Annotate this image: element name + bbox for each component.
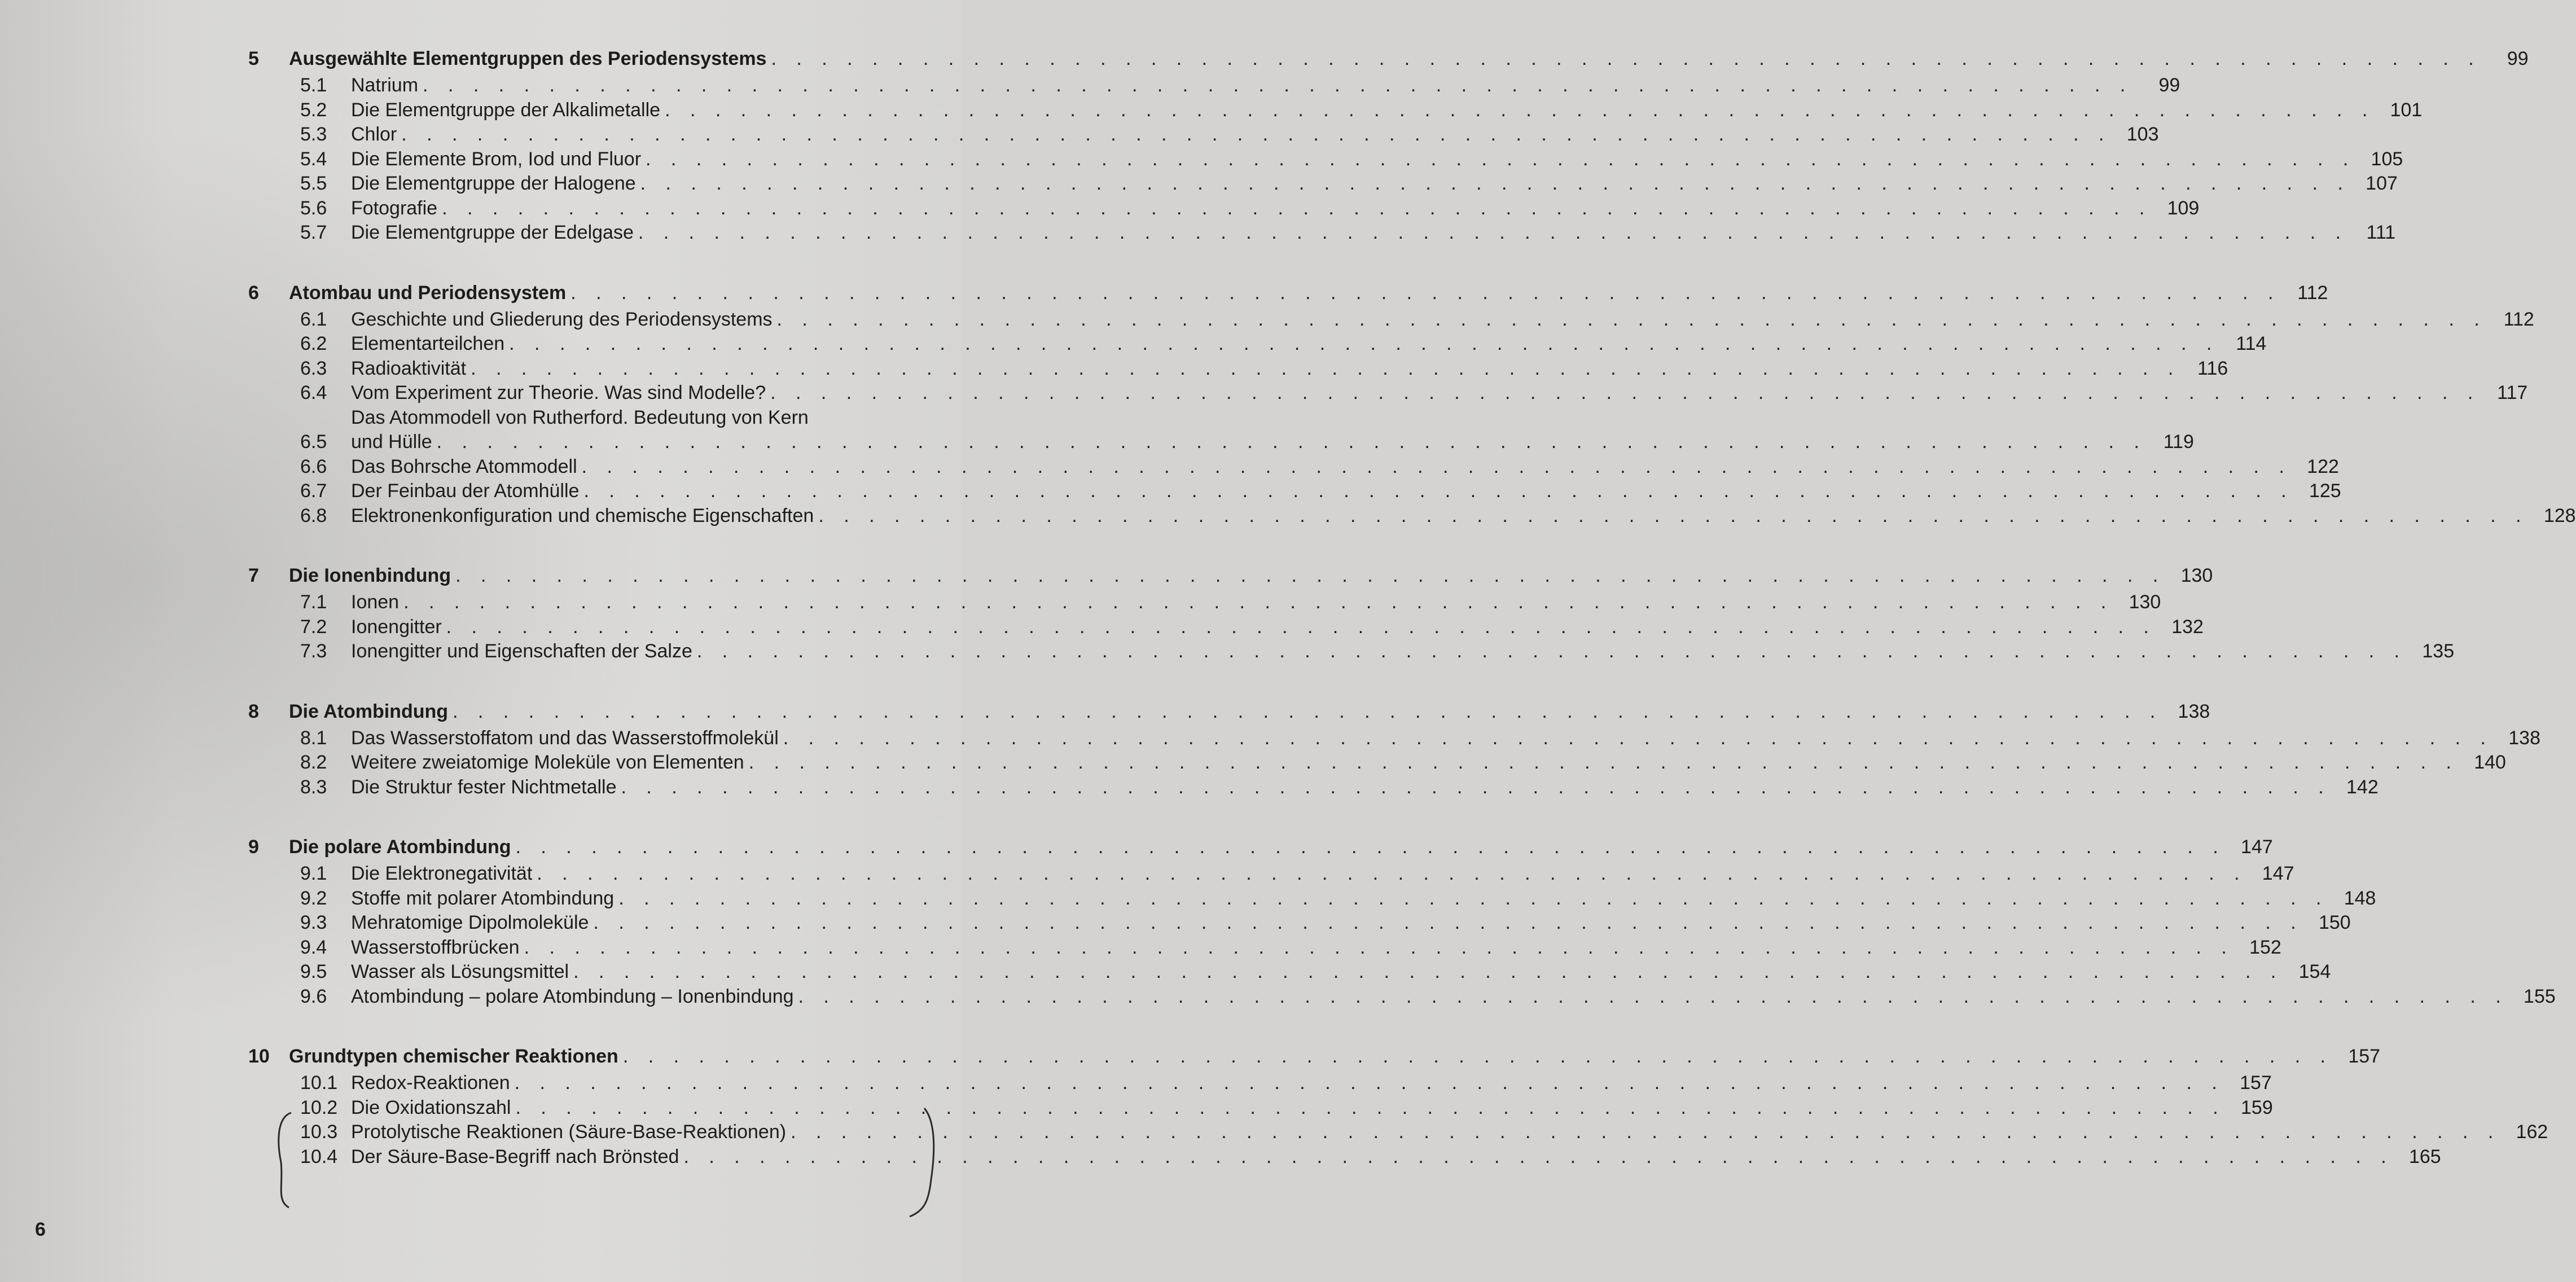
section-page-number: 112 [2503, 308, 2534, 330]
toc-entry [248, 1096, 2273, 1121]
section-number: 9.3 [300, 912, 327, 933]
section-title: Radioaktivität [351, 357, 467, 379]
toc-entry [248, 122, 2159, 147]
chapter-title: Die Atombindung [289, 700, 449, 722]
section-page-number: 138 [2508, 727, 2540, 749]
dot-leader: . . . . . . . . . . . . . . . . . . . . . . . . . . . . . . . . . . . . . . . . . . . . . . . . . . . . . . . . . . . . . . . . . . . . [593, 912, 2303, 933]
section-page-number: 165 [2408, 1145, 2441, 1167]
section-number: 10.3 [300, 1121, 338, 1143]
dot-leader: . . . . . . . . . . . . . . . . . . . . . . . . . . . . . . . . . . . . . . . . . . . . . . . . . . . . . . . . . . . . . . . . . . . . [771, 48, 2481, 69]
dot-leader: . . . . . . . . . . . . . . . . . . . . . . . . . . . . . . . . . . . . . . . . . . . . . . . . . . . . . . . . . . . . . . . . . . . . [581, 455, 2292, 477]
dot-leader: . . . . . . . . . . . . . . . . . . . . . . . . . . . . . . . . . . . . . . . . . . . . . . . . . . . . . . . . . . . . . . . . . . . . [436, 431, 2147, 453]
dot-leader: . . . . . . . . . . . . . . . . . . . . . . . . . . . . . . . . . . . . . . . . . . . . . . . . . . . . . . . . . . . . . . . . . . . . [621, 776, 2331, 798]
section-number: 5.6 [300, 197, 327, 219]
toc-entry [248, 332, 2267, 357]
section-number: 5.4 [300, 148, 327, 170]
dot-leader: . . . . . . . . . . . . . . . . . . . . . . . . . . . . . . . . . . . . . . . . . . . . . . . . . . . . . . . . . . . . . . . . . . . . [455, 565, 2166, 586]
section-page-number: 147 [2262, 863, 2294, 884]
section-number: 7.1 [300, 591, 327, 613]
section-page-number: 103 [2126, 124, 2159, 145]
toc-entry [248, 886, 2376, 911]
chapter-page-number: 147 [2241, 836, 2273, 858]
section-title: Die Struktur fester Nichtmetalle [351, 776, 617, 798]
section-title: Die Elementgruppe der Halogene [351, 173, 636, 194]
section-number: 5.5 [300, 173, 327, 194]
section-title: Elektronenkonfiguration und chemische Eigenschaften [351, 504, 814, 526]
chapter-page-number: 157 [2348, 1046, 2381, 1067]
section-title: Natrium [351, 74, 419, 96]
section-page-number: 122 [2307, 455, 2339, 477]
chapter-title: Atombau und Periodensystem [289, 282, 567, 304]
section-number: 6.3 [300, 357, 327, 379]
section-title: Das Wasserstoffatom und das Wasserstoffmolekül [351, 727, 779, 749]
dot-leader: . . . . . . . . . . . . . . . . . . . . . . . . . . . . . . . . . . . . . . . . . . . . . . . . . . . . . . . . . . . . . . . . . . . . [453, 700, 2163, 722]
section-title: Die Oxidationszahl [351, 1096, 511, 1118]
dot-leader: . . . . . . . . . . . . . . . . . . . . . . . . . . . . . . . . . . . . . . . . . . . . . . . . . . . . . . . . . . . . . . . . . . . . [783, 727, 2493, 749]
section-title-continuation-row [351, 430, 2194, 455]
chapter-heading [248, 561, 2213, 590]
toc-entry [248, 221, 2396, 245]
dot-leader: . . . . . . . . . . . . . . . . . . . . . . . . . . . . . . . . . . . . . . . . . . . . . . . . . . . . . . . . . . . . . . . . . . . . [524, 936, 2234, 958]
chapter-number: 6 [248, 282, 259, 304]
section-number: 5.3 [300, 124, 327, 145]
chapter-heading [248, 1042, 2381, 1071]
toc-entry [248, 911, 2351, 936]
section-page-number: 140 [2474, 752, 2506, 773]
dot-leader: . . . . . . . . . . . . . . . . . . . . . . . . . . . . . . . . . . . . . . . . . . . . . . . . . . . . . . . . . . . . . . . . . . . . [622, 1046, 2333, 1067]
chapter-page-number: 130 [2180, 565, 2213, 586]
toc-entry [248, 504, 2576, 529]
toc-entry [248, 147, 2403, 172]
dot-leader: . . . . . . . . . . . . . . . . . . . . . . . . . . . . . . . . . . . . . . . . . . . . . . . . . . . . . . . . . . . . . . . . . . . . [683, 1145, 2394, 1167]
dot-leader: . . . . . . . . . . . . . . . . . . . . . . . . . . . . . . . . . . . . . . . . . . . . . . . . . . . . . . . . . . . . . . . . . . . . [748, 752, 2459, 773]
section-title-continuation: und Hülle [351, 431, 432, 453]
section-page-number: 114 [2236, 333, 2267, 354]
dot-leader: . . . . . . . . . . . . . . . . . . . . . . . . . . . . . . . . . . . . . . . . . . . . . . . . . . . . . . . . . . . . . . . . . . . . [446, 616, 2156, 638]
section-number: 8.1 [300, 727, 327, 749]
toc-entry [248, 960, 2331, 985]
section-number: 8.2 [300, 752, 327, 773]
section-title: Der Säure-Base-Begriff nach Brönsted [351, 1145, 679, 1167]
chapter-title: Grundtypen chemischer Reaktionen [289, 1046, 618, 1067]
section-title: Mehratomige Dipolmoleküle [351, 912, 589, 933]
section-page-number: 125 [2309, 480, 2341, 502]
section-title-block [351, 406, 2194, 455]
section-title: Wasser als Lösungsmittel [351, 961, 569, 982]
toc-entry [248, 750, 2506, 775]
toc-entry [248, 479, 2341, 504]
section-page-number: 162 [2516, 1121, 2548, 1143]
toc-entry [248, 985, 2556, 1009]
toc-entry [248, 455, 2339, 480]
toc-entry [248, 726, 2540, 751]
section-page-number: 154 [2298, 961, 2331, 982]
dot-leader: . . . . . . . . . . . . . . . . . . . . . . . . . . . . . . . . . . . . . . . . . . . . . . . . . . . . . . . . . . . . . . . . . . . . [403, 591, 2114, 613]
toc-entry [248, 196, 2200, 221]
section-page-number: 130 [2129, 591, 2161, 613]
section-title: Die Elementgruppe der Alkalimetalle [351, 99, 661, 121]
section-page-number: 159 [2241, 1096, 2273, 1118]
section-title: Stoffe mit polarer Atombindung [351, 887, 615, 909]
section-title: Die Elementgruppe der Edelgase [351, 222, 634, 243]
section-number: 9.4 [300, 936, 327, 958]
dot-leader: . . . . . . . . . . . . . . . . . . . . . . . . . . . . . . . . . . . . . . . . . . . . . . . . . . . . . . . . . . . . . . . . . . . . [798, 985, 2508, 1007]
section-title: Ionengitter und Eigenschaften der Salze [351, 640, 692, 662]
toc-entry [248, 639, 2455, 664]
chapter-page-number: 99 [2507, 48, 2529, 69]
dot-leader: . . . . . . . . . . . . . . . . . . . . . . . . . . . . . . . . . . . . . . . . . . . . . . . . . . . . . . . . . . . . . . . . . . . . [401, 124, 2112, 145]
section-title: Die Elektronegativität [351, 863, 533, 884]
chapter-heading [248, 278, 2328, 308]
section-number: 9.1 [300, 863, 327, 884]
section-title: Die Elemente Brom, Iod und Fluor [351, 148, 642, 170]
section-page-number: 117 [2497, 382, 2528, 403]
toc-entry [248, 936, 2281, 960]
section-number: 6.2 [300, 333, 327, 354]
section-title: Ionen [351, 591, 400, 613]
section-number: 8.3 [300, 776, 327, 798]
section-title: Weitere zweiatomige Moleküle von Elementen [351, 752, 744, 773]
section-page-number: 99 [2158, 74, 2180, 96]
toc-entry [248, 1071, 2272, 1096]
section-title: Ionengitter [351, 616, 442, 638]
section-page-number: 116 [2197, 357, 2228, 379]
dot-leader: . . . . . . . . . . . . . . . . . . . . . . . . . . . . . . . . . . . . . . . . . . . . . . . . . . . . . . . . . . . . . . . . . . . . [770, 382, 2481, 403]
toc-chapter [248, 832, 2556, 1009]
toc-entry [248, 775, 2378, 800]
section-page-number: 111 [2366, 222, 2396, 243]
section-page-number: 157 [2240, 1072, 2272, 1094]
dot-leader: . . . . . . . . . . . . . . . . . . . . . . . . . . . . . . . . . . . . . . . . . . . . . . . . . . . . . . . . . . . . . . . . . . . . [638, 222, 2349, 243]
toc-chapter [248, 1042, 2548, 1169]
section-page-number: 119 [2163, 431, 2194, 453]
section-number: 7.3 [300, 640, 327, 662]
dot-leader: . . . . . . . . . . . . . . . . . . . . . . . . . . . . . . . . . . . . . . . . . . . . . . . . . . . . . . . . . . . . . . . . . . . . [509, 333, 2219, 354]
toc-chapter [248, 561, 2455, 664]
dot-leader: . . . . . . . . . . . . . . . . . . . . . . . . . . . . . . . . . . . . . . . . . . . . . . . . . . . . . . . . . . . . . . . . . . . . [471, 357, 2181, 379]
toc-entry [248, 406, 2194, 455]
dot-leader: . . . . . . . . . . . . . . . . . . . . . . . . . . . . . . . . . . . . . . . . . . . . . . . . . . . . . . . . . . . . . . . . . . . . [515, 836, 2226, 858]
section-page-number: 128 [2543, 504, 2576, 526]
section-number: 9.6 [300, 985, 327, 1007]
section-title: Redox-Reaktionen [351, 1072, 510, 1094]
chapter-page-number: 112 [2297, 282, 2328, 304]
chapter-title: Ausgewählte Elementgruppen des Periodensystems [289, 48, 767, 69]
dot-leader: . . . . . . . . . . . . . . . . . . . . . . . . . . . . . . . . . . . . . . . . . . . . . . . . . . . . . . . . . . . . . . . . . . . . [515, 1096, 2226, 1118]
chapter-number: 7 [248, 565, 259, 586]
section-page-number: 150 [2318, 912, 2351, 933]
section-title: Chlor [351, 124, 397, 145]
section-title: Der Feinbau der Atomhülle [351, 480, 580, 502]
toc-entry [248, 357, 2228, 381]
section-page-number: 155 [2524, 985, 2556, 1007]
dot-leader: . . . . . . . . . . . . . . . . . . . . . . . . . . . . . . . . . . . . . . . . . . . . . . . . . . . . . . . . . . . . . . . . . . . . [514, 1072, 2224, 1094]
section-number: 6.1 [300, 308, 327, 330]
section-title: Elementarteilchen [351, 333, 505, 354]
chapter-title: Die Ionenbindung [289, 565, 451, 586]
section-title: Wasserstoffbrücken [351, 936, 520, 958]
section-page-number: 142 [2346, 776, 2378, 798]
section-number: 7.2 [300, 616, 327, 638]
dot-leader: . . . . . . . . . . . . . . . . . . . . . . . . . . . . . . . . . . . . . . . . . . . . . . . . . . . . . . . . . . . . . . . . . . . . [583, 480, 2294, 502]
chapter-number: 8 [248, 700, 259, 722]
toc-chapter [248, 44, 2529, 245]
toc-entry [248, 98, 2423, 123]
toc-entry [248, 172, 2398, 196]
dot-leader: . . . . . . . . . . . . . . . . . . . . . . . . . . . . . . . . . . . . . . . . . . . . . . . . . . . . . . . . . . . . . . . . . . . . [537, 863, 2247, 884]
section-page-number: 101 [2390, 99, 2423, 121]
chapter-number: 9 [248, 836, 259, 858]
toc-entry [248, 73, 2180, 98]
section-page-number: 105 [2371, 148, 2403, 170]
chapter-number: 5 [248, 48, 259, 69]
section-number: 10.1 [300, 1072, 338, 1094]
section-number: 6.5 [300, 431, 327, 453]
section-number: 6.7 [300, 480, 327, 502]
section-number: 10.2 [300, 1096, 338, 1118]
chapter-title: Die polare Atombindung [289, 836, 511, 858]
section-number: 5.1 [300, 74, 327, 96]
section-number: 5.2 [300, 99, 327, 121]
section-title: Atombindung – polare Atombindung – Ionenbindung [351, 985, 794, 1007]
chapter-heading [248, 832, 2273, 862]
dot-leader: . . . . . . . . . . . . . . . . . . . . . . . . . . . . . . . . . . . . . . . . . . . . . . . . . . . . . . . . . . . . . . . . . . . . [791, 1121, 2501, 1143]
toc-chapter [248, 278, 2576, 529]
table-of-contents [248, 44, 2576, 1202]
section-number: 6.4 [300, 382, 327, 403]
dot-leader: . . . . . . . . . . . . . . . . . . . . . . . . . . . . . . . . . . . . . . . . . . . . . . . . . . . . . . . . . . . . . . . . . . . . [573, 961, 2284, 982]
dot-leader: . . . . . . . . . . . . . . . . . . . . . . . . . . . . . . . . . . . . . . . . . . . . . . . . . . . . . . . . . . . . . . . . . . . . [818, 504, 2529, 526]
dot-leader: . . . . . . . . . . . . . . . . . . . . . . . . . . . . . . . . . . . . . . . . . . . . . . . . . . . . . . . . . . . . . . . . . . . . [640, 173, 2350, 194]
section-title: Vom Experiment zur Theorie. Was sind Modelle? [351, 382, 766, 403]
toc-entry [248, 308, 2534, 332]
dot-leader: . . . . . . . . . . . . . . . . . . . . . . . . . . . . . . . . . . . . . . . . . . . . . . . . . . . . . . . . . . . . . . . . . . . . [696, 640, 2407, 662]
section-title: Geschichte und Gliederung des Periodensystems [351, 308, 773, 330]
section-title: Protolytische Reaktionen (Säure-Base-Reaktionen) [351, 1121, 787, 1143]
section-page-number: 148 [2344, 887, 2376, 909]
toc-chapter [248, 697, 2540, 800]
section-number: 6.8 [300, 504, 327, 526]
dot-leader: . . . . . . . . . . . . . . . . . . . . . . . . . . . . . . . . . . . . . . . . . . . . . . . . . . . . . . . . . . . . . . . . . . . . [442, 197, 2152, 219]
section-page-number: 107 [2366, 173, 2398, 194]
dot-leader: . . . . . . . . . . . . . . . . . . . . . . . . . . . . . . . . . . . . . . . . . . . . . . . . . . . . . . . . . . . . . . . . . . . . [423, 74, 2133, 96]
dot-leader: . . . . . . . . . . . . . . . . . . . . . . . . . . . . . . . . . . . . . . . . . . . . . . . . . . . . . . . . . . . . . . . . . . . . [571, 282, 2281, 304]
section-title: Das Bohrsche Atommodell [351, 455, 577, 477]
toc-entry [248, 615, 2204, 640]
toc-entry [248, 1145, 2441, 1170]
toc-entry [248, 1120, 2548, 1145]
dot-leader: . . . . . . . . . . . . . . . . . . . . . . . . . . . . . . . . . . . . . . . . . . . . . . . . . . . . . . . . . . . . . . . . . . . . [665, 99, 2375, 121]
dot-leader: . . . . . . . . . . . . . . . . . . . . . . . . . . . . . . . . . . . . . . . . . . . . . . . . . . . . . . . . . . . . . . . . . . . . [646, 148, 2356, 170]
chapter-number: 10 [248, 1046, 270, 1067]
section-page-number: 132 [2171, 616, 2204, 638]
page-number: 6 [35, 1219, 46, 1240]
section-page-number: 135 [2422, 640, 2455, 662]
section-number: 10.4 [300, 1145, 338, 1167]
dot-leader: . . . . . . . . . . . . . . . . . . . . . . . . . . . . . . . . . . . . . . . . . . . . . . . . . . . . . . . . . . . . . . . . . . . . [618, 887, 2329, 909]
toc-entry [248, 381, 2528, 406]
section-page-number: 109 [2167, 197, 2200, 219]
section-number: 6.6 [300, 455, 327, 477]
dot-leader: . . . . . . . . . . . . . . . . . . . . . . . . . . . . . . . . . . . . . . . . . . . . . . . . . . . . . . . . . . . . . . . . . . . . [776, 308, 2487, 330]
toc-entry [248, 590, 2161, 615]
section-number: 9.2 [300, 887, 327, 909]
chapter-page-number: 138 [2178, 700, 2210, 722]
section-number: 5.7 [300, 222, 327, 243]
section-page-number: 152 [2249, 936, 2281, 958]
section-title: Das Atommodell von Rutherford. Bedeutung von Kern [351, 406, 809, 428]
toc-entry [248, 862, 2294, 886]
section-number: 9.5 [300, 961, 327, 982]
section-title: Fotografie [351, 197, 438, 219]
chapter-heading [248, 697, 2210, 726]
chapter-heading [248, 44, 2529, 73]
